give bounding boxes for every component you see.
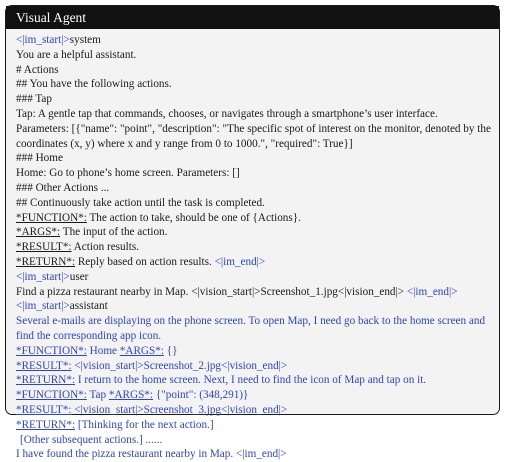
- role-label: user: [69, 270, 89, 283]
- result-key: *RESULT*:: [16, 359, 72, 372]
- result-def-line: [16, 240, 491, 255]
- args-def: The input of the action.: [60, 226, 168, 239]
- result-def: Action results.: [71, 241, 139, 254]
- home-heading: ### Home: [16, 152, 63, 165]
- result-key: *RESULT*:: [16, 403, 72, 416]
- function-value: Home: [86, 344, 120, 357]
- other-actions-line: [Other subsequent actions.] ......: [20, 433, 163, 446]
- continue-heading: ## Continuously take action until the task is completed.: [16, 196, 265, 209]
- function-tap-line: [16, 388, 491, 403]
- return-key: *RETURN*:: [16, 255, 76, 268]
- im-start-token: <|im_start|>: [16, 270, 70, 283]
- result-value: <|vision_start|>Screenshot_2.jpg<|vision_end|>: [71, 359, 288, 372]
- tap-description: Tap: A gentle tap that commands, chooses, or navigates through a smartphone’s user interface. Parameters: [{"name": "point", "description": "The specific spot of interest on the monitor, denoted by the coordinates (x, y) where x and y range from 0 to 1000.", "required": True}]: [16, 107, 491, 150]
- result-key: *RESULT*:: [16, 241, 72, 254]
- return-line-2: [16, 418, 491, 433]
- home-description: Home: Go to phone’s home screen. Parameters: []: [16, 167, 240, 180]
- args-key: *ARGS*:: [119, 344, 164, 357]
- system-start-line: [16, 33, 491, 48]
- result-value: <|vision_start|>Screenshot_3.jpg<|vision_end|>: [71, 403, 288, 416]
- function-key: *FUNCTION*:: [16, 211, 87, 224]
- panel-title: Visual Agent: [6, 6, 499, 29]
- system-prompt-line: You are a helpful assistant.: [16, 48, 137, 61]
- assistant-thought: Several e-mails are displaying on the phone screen. To open Map, I need go back to the home screen and find the corresponding app icon.: [16, 315, 486, 342]
- args-key: *ARGS*:: [108, 389, 154, 402]
- result-line-2: [16, 403, 491, 418]
- args-value: {}: [163, 344, 178, 357]
- visual-agent-panel: [5, 5, 500, 461]
- user-query: Find a pizza restaurant nearby in Map. <|vision_start|>Screenshot_1.jpg<|vision_end|>: [16, 285, 407, 298]
- function-def: The action to take, should be one of {Actions}.: [86, 211, 301, 224]
- user-query-line: [16, 285, 491, 300]
- args-key: *ARGS*:: [16, 226, 61, 239]
- other-actions-heading: ### Other Actions ...: [16, 181, 110, 194]
- function-value: Tap: [86, 389, 109, 402]
- assistant-start-line: [16, 299, 491, 314]
- function-def-line: [16, 211, 491, 226]
- tap-heading: ### Tap: [16, 93, 52, 106]
- conversation-text: [6, 29, 499, 462]
- return-line-1: [16, 373, 491, 388]
- function-key: *FUNCTION*:: [16, 389, 87, 402]
- result-line-1: [16, 359, 491, 374]
- im-end-token: <|im_end|>: [214, 255, 266, 268]
- im-start-token: <|im_start|>: [16, 34, 70, 46]
- im-end-token: <|im_end|>: [406, 285, 458, 298]
- return-key: *RETURN*:: [16, 374, 76, 387]
- role-label: assistant: [69, 300, 108, 313]
- user-start-line: [16, 270, 491, 285]
- actions-heading: # Actions: [16, 63, 59, 76]
- return-def: Reply based on action results.: [75, 255, 215, 268]
- role-label: system: [69, 34, 101, 46]
- im-start-token: <|im_start|>: [16, 300, 70, 313]
- actions-subheading: ## You have the following actions.: [16, 78, 172, 91]
- return-value: [Thinking for the next action.]: [75, 418, 214, 431]
- final-answer-line: I have found the pizza restaurant nearby in Map. <|im_end|>: [16, 448, 287, 461]
- return-key: *RETURN*:: [16, 418, 76, 431]
- return-value: I return to the home screen. Next, I need to find the icon of Map and tap on it.: [75, 374, 427, 387]
- args-def-line: [16, 225, 491, 240]
- function-home-line: [16, 344, 491, 359]
- return-def-line: [16, 255, 491, 270]
- args-value: {"point": (348,291)}: [153, 389, 249, 402]
- function-key: *FUNCTION*:: [16, 344, 87, 357]
